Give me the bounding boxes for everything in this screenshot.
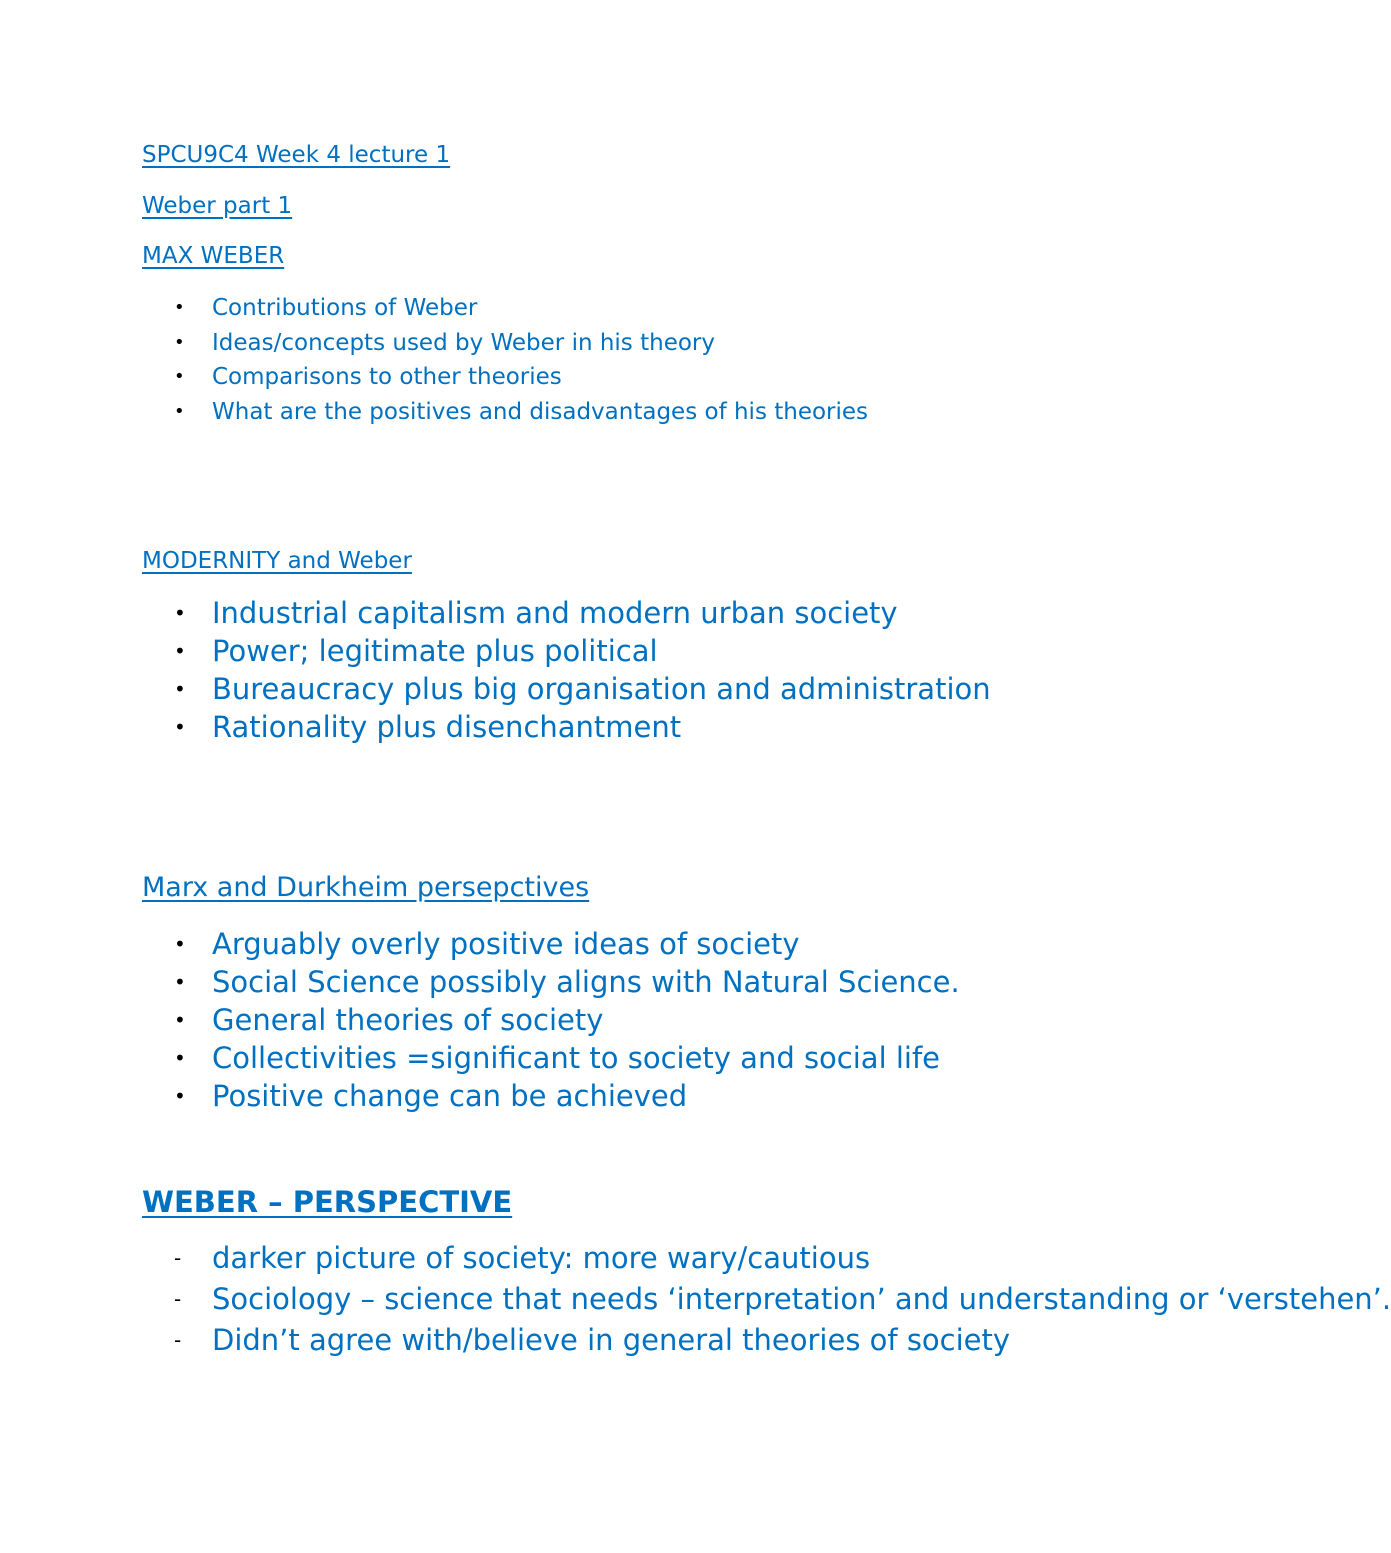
- list-item: • Rationality plus disenchantment: [174, 710, 682, 744]
- document-subtitle: Weber part 1: [142, 193, 293, 219]
- bullet-marker: •: [174, 601, 186, 625]
- bullet-list-modernity: [174, 594, 991, 746]
- bullet-marker: •: [174, 400, 185, 422]
- list-item: • Bureaucracy plus big organisation and administration: [174, 672, 991, 706]
- list-item: - Sociology – science that needs ‘interpretation’ and understanding or ‘verstehen’.: [174, 1282, 1391, 1316]
- dash-list-weber-perspective: [174, 1239, 1391, 1359]
- list-item: • Collectivities =significant to society and social life: [174, 1041, 941, 1075]
- list-item: • Arguably overly positive ideas of society: [174, 927, 800, 961]
- list-item: • General theories of society: [174, 1003, 604, 1037]
- list-item: • Positive change can be achieved: [174, 1079, 688, 1113]
- bullet-marker: •: [174, 1046, 186, 1070]
- list-item: • Contributions of Weber: [212, 291, 868, 326]
- bullet-list-max-weber: [174, 291, 869, 429]
- bullet-marker: •: [174, 970, 186, 994]
- list-item: • What are the positives and disadvantages of his theories: [212, 395, 868, 430]
- bullet-marker: •: [174, 677, 186, 701]
- list-item: • Industrial capitalism and modern urban society: [174, 596, 898, 630]
- list-item: • Social Science possibly aligns with Natural Science.: [174, 965, 960, 999]
- dash-marker: -: [174, 1328, 182, 1352]
- bullet-marker: •: [174, 1008, 186, 1032]
- list-item: - darker picture of society: more wary/cautious: [174, 1241, 871, 1275]
- section-heading-weber-perspective: WEBER – PERSPECTIVE: [142, 1185, 513, 1219]
- dash-marker: -: [174, 1246, 182, 1270]
- bullet-marker: •: [174, 932, 186, 956]
- bullet-marker: •: [174, 366, 185, 387]
- bullet-marker: •: [174, 715, 186, 739]
- list-item: • Power; legitimate plus political: [174, 634, 658, 668]
- list-item: • Comparisons to other theories: [212, 360, 868, 395]
- section-heading-modernity: MODERNITY and Weber: [142, 548, 412, 574]
- list-item: - Didn’t agree with/believe in general theories of society: [174, 1323, 1011, 1357]
- dash-marker: -: [174, 1287, 182, 1311]
- document-title: SPCU9C4 Week 4 lecture 1: [142, 142, 451, 168]
- bullet-marker: •: [174, 1084, 186, 1108]
- section-heading-max-weber: MAX WEBER: [142, 243, 285, 269]
- list-item: • Ideas/concepts used by Weber in his theory: [212, 326, 868, 361]
- bullet-list-marx-durkheim: [174, 925, 960, 1115]
- bullet-marker: •: [174, 331, 185, 353]
- section-heading-marx-durkheim: Marx and Durkheim persepctives: [142, 872, 590, 903]
- bullet-marker: •: [174, 297, 185, 318]
- bullet-marker: •: [174, 639, 186, 663]
